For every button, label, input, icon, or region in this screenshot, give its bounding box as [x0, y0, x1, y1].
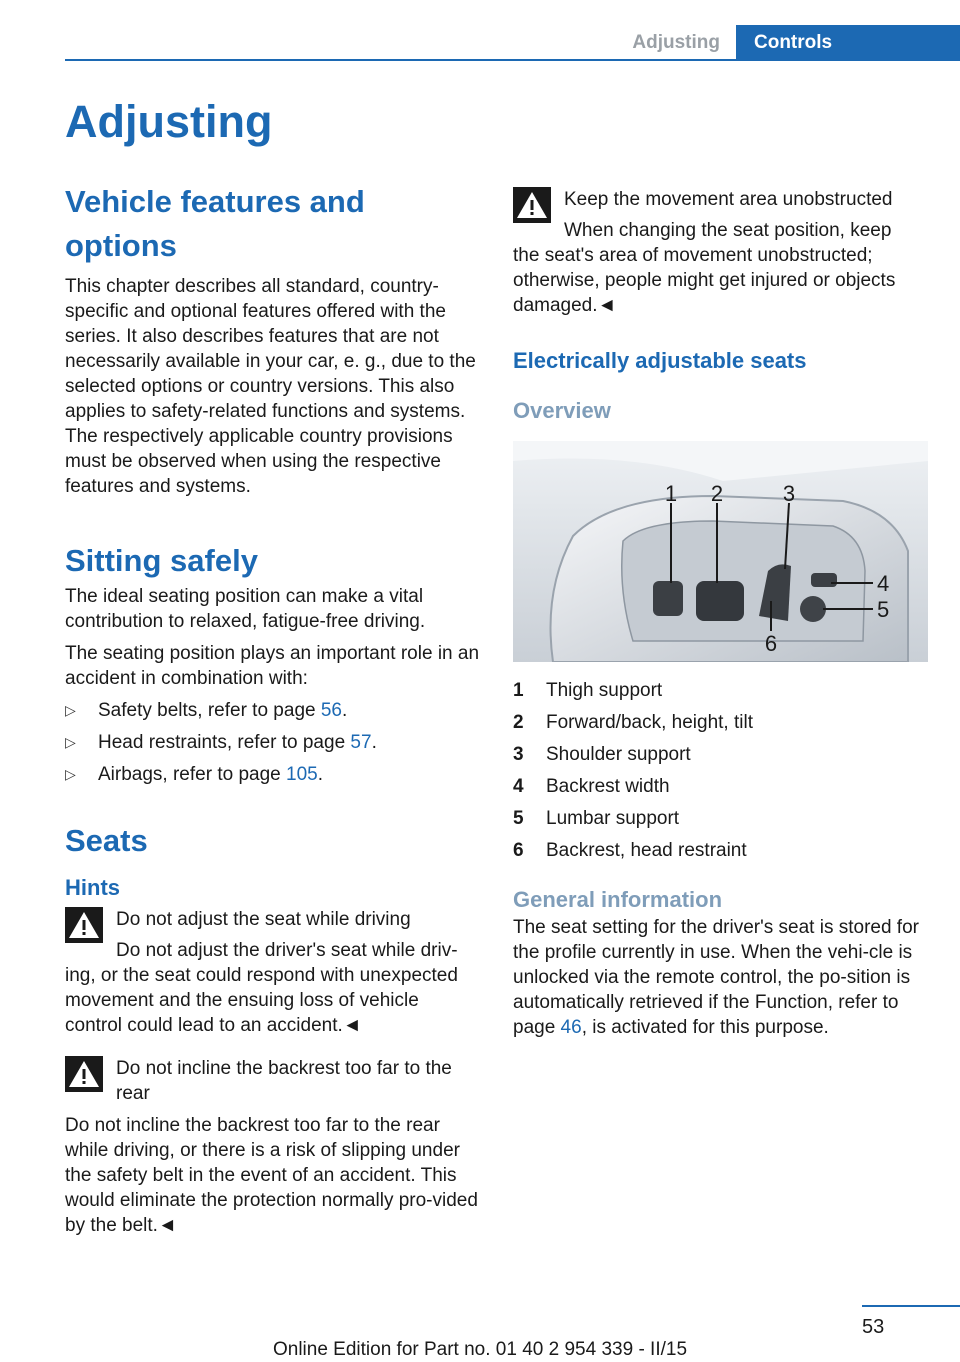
figure-label-2: 2: [710, 481, 724, 506]
warning-body: Do not incline the backrest too far to the rear while driving, or there is a risk of slipping under the safety belt in the event of an accident. This would eliminate the protection normally pro-vided by the belt.◄: [65, 1115, 478, 1236]
warning-body: the seat's area of movement unobstructed; otherwise, people might get injured or objects damaged.◄: [513, 245, 896, 316]
warning-movement-area: [513, 187, 928, 318]
list-item: ▷ Safety belts, refer to page 56.: [65, 700, 348, 721]
footer-edition: Online Edition for Part no. 01 40 2 954 339 - II/15: [272, 1339, 688, 1360]
hints-heading: Hints: [65, 875, 120, 900]
warning-title: Keep the movement area unobstructed: [564, 189, 893, 210]
warning-backrest: [65, 1056, 480, 1238]
header-chapter-tab: Controls: [736, 25, 960, 61]
left-column: [65, 180, 480, 1238]
page-header: [65, 25, 960, 61]
page-link-57[interactable]: 57: [350, 732, 372, 753]
warning-icon: [513, 187, 551, 223]
page-link-46[interactable]: 46: [560, 1017, 582, 1038]
warning-body: ing, or the seat could respond with unexpected movement and the ensuing loss of vehicle control could lead to an accident.◄: [65, 965, 458, 1036]
header-section-label: Adjusting: [632, 32, 720, 53]
seat-controls-figure: [513, 441, 928, 662]
figure-label-1: 1: [664, 481, 678, 506]
warning-seat-driving: [65, 907, 480, 1038]
legend-row: 4 Backrest width: [513, 776, 670, 797]
general-info-heading: General information: [513, 887, 723, 912]
figure-legend: [513, 675, 928, 867]
vehicle-features-heading: Vehicle features and options: [65, 184, 365, 263]
footer-rule: [862, 1305, 960, 1307]
warning-body-indent: When changing the seat position, keep: [564, 220, 892, 241]
page-link-105[interactable]: 105: [286, 764, 318, 785]
figure-label-6: 6: [764, 631, 778, 656]
warning-icon: [65, 1056, 103, 1092]
sitting-safely-p2: The seating position plays an important role in an accident in combination with:: [65, 643, 480, 689]
triangle-bullet-icon: ▷: [65, 702, 76, 718]
warning-body-indent: Do not adjust the driver's seat while driv-: [116, 940, 458, 961]
seat-controls-illustration: [513, 441, 928, 662]
triangle-bullet-icon: ▷: [65, 766, 76, 782]
legend-row: 5 Lumbar support: [513, 808, 680, 829]
sitting-safely-p1: The ideal seating position can make a vital contribution to relaxed, fatigue-free driving.: [65, 586, 426, 632]
overview-heading: Overview: [513, 398, 611, 423]
vehicle-features-text: This chapter describes all standard, country-specific and optional features offered with the series. It also describes features that are not necessarily available in your car, e. g., due to the selected options or country versions. This also applies to safety-related functions and systems. The respectively applicable country provisions must be observed when using the respective features and systems.: [65, 276, 476, 497]
legend-row: 3 Shoulder support: [513, 744, 691, 765]
figure-label-5: 5: [877, 597, 890, 622]
warning-title: Do not incline the backrest too far to the rear: [116, 1058, 452, 1104]
general-info-text: The seat setting for the driver's seat is stored for the profile currently in use. When the vehi-cle is unlocked via the remote control, the po-sition is automatically retrieved if the Function, refer to page 46, is activated for this purpose.: [513, 917, 919, 1038]
legend-row: 2 Forward/back, height, tilt: [513, 712, 753, 733]
triangle-bullet-icon: ▷: [65, 734, 76, 750]
figure-label-4: 4: [877, 571, 890, 596]
right-column: [513, 180, 928, 1040]
legend-row: 6 Backrest, head restraint: [513, 840, 747, 861]
warning-title: Do not adjust the seat while driving: [116, 909, 411, 930]
sitting-safely-heading: Sitting safely: [65, 543, 258, 578]
list-item: ▷ Head restraints, refer to page 57.: [65, 732, 377, 753]
list-item: ▷ Airbags, refer to page 105.: [65, 764, 323, 785]
page-link-56[interactable]: 56: [320, 700, 342, 721]
warning-icon: [65, 907, 103, 943]
page-title: Adjusting: [65, 96, 273, 147]
figure-label-3: 3: [782, 481, 796, 506]
seats-heading: Seats: [65, 823, 148, 858]
safety-bullet-list: [65, 698, 480, 787]
legend-row: 1 Thigh support: [513, 680, 663, 701]
page-number: 53: [862, 1316, 885, 1338]
electric-seats-heading: Electrically adjustable seats: [513, 348, 807, 373]
